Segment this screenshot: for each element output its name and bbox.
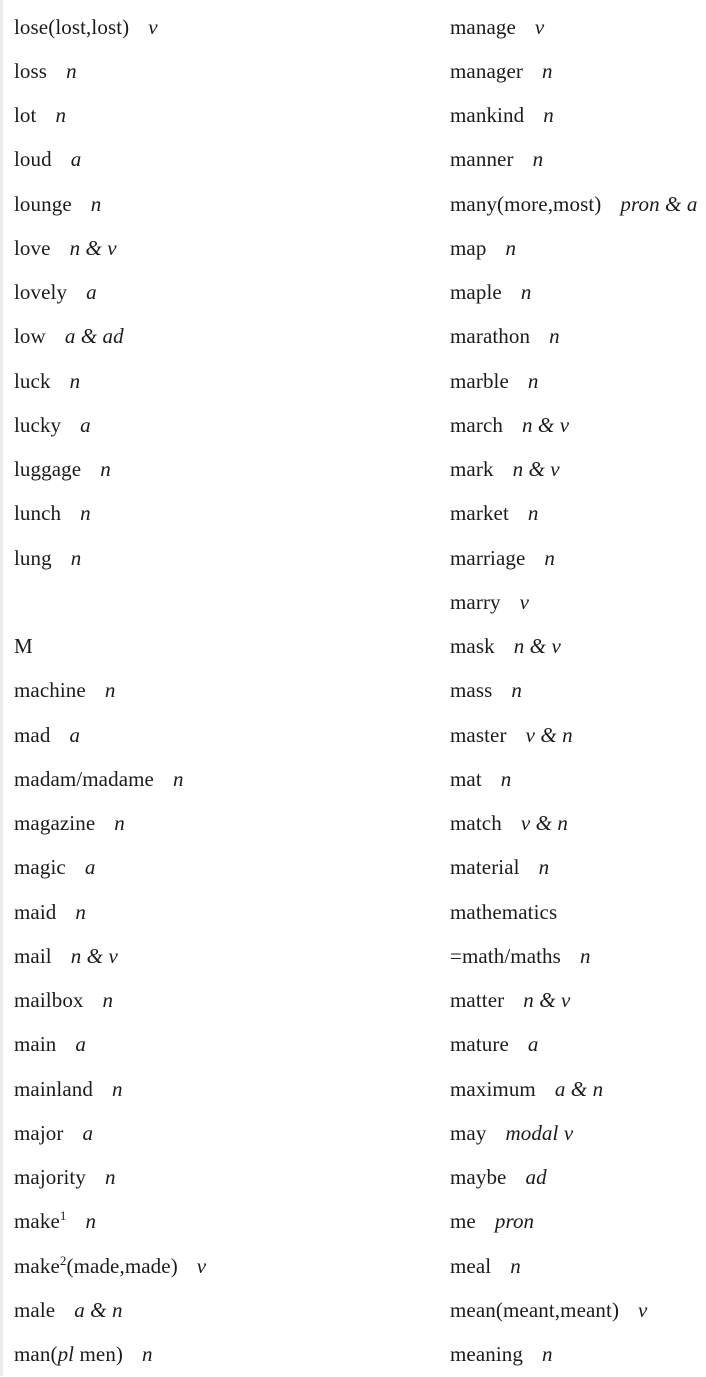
vocab-column-left — [0, 5, 450, 1377]
word-entry — [450, 1244, 706, 1288]
pos-tag: n — [111, 1076, 123, 1101]
word-text: main — [14, 1032, 57, 1057]
word-entry — [450, 403, 706, 447]
word-entry — [14, 846, 450, 890]
word-text: mark — [450, 457, 494, 482]
word-text: mailbox — [14, 988, 84, 1013]
word-entry — [450, 1067, 706, 1111]
word-entry — [450, 5, 706, 49]
word-entry — [450, 846, 706, 890]
pos-tag: n — [542, 58, 553, 83]
word-text: madam/madame — [14, 766, 154, 791]
pos-tag: n — [532, 147, 544, 172]
word-entry — [14, 1333, 450, 1377]
pos-tag: pron & a — [620, 191, 698, 216]
pos-tag: pron — [494, 1209, 535, 1234]
word-text: lose(lost,lost) — [14, 14, 130, 39]
pos-tag: n — [538, 855, 550, 880]
word-entry — [14, 1244, 450, 1288]
word-entry — [450, 1023, 706, 1067]
word-text: machine — [14, 678, 86, 703]
word-entry — [450, 934, 706, 978]
pos-tag: n — [75, 899, 86, 924]
word-entry — [14, 138, 450, 182]
pos-tag: n — [527, 368, 539, 393]
word-text: loud — [14, 147, 52, 172]
pos-tag: n — [114, 811, 125, 836]
section-header — [14, 625, 450, 669]
page-edge-shadow — [0, 0, 3, 1376]
word-entry — [14, 315, 450, 359]
word-text: maid — [14, 899, 57, 924]
word-text: mat — [450, 766, 482, 791]
word-text: man(pl men) — [14, 1342, 124, 1367]
word-entry — [450, 226, 706, 270]
word-text: mature — [450, 1032, 509, 1057]
pos-tag: a — [84, 855, 96, 880]
word-entry — [14, 669, 450, 713]
pos-tag: modal v — [505, 1120, 574, 1145]
word-text: mass — [450, 678, 493, 703]
pos-tag: a — [86, 280, 97, 305]
word-entry — [450, 1333, 706, 1377]
word-text: love — [14, 235, 51, 260]
word-text: master — [450, 722, 507, 747]
word-entry — [450, 1288, 706, 1332]
word-text: many(more,most) — [450, 191, 602, 216]
pos-tag: n — [142, 1342, 153, 1367]
word-text: luck — [14, 368, 51, 393]
word-entry — [14, 979, 450, 1023]
word-text: lunch — [14, 501, 62, 526]
pos-tag: n & v — [523, 988, 571, 1013]
word-entry — [450, 979, 706, 1023]
word-text: manager — [450, 58, 523, 83]
word-text: meal — [450, 1253, 492, 1278]
pos-tag: a — [70, 147, 82, 172]
word-text: =math/maths — [450, 943, 561, 968]
word-text: magazine — [14, 811, 96, 836]
word-entry — [450, 669, 706, 713]
word-entry — [14, 1156, 450, 1200]
word-text: marriage — [450, 545, 526, 570]
word-entry — [450, 757, 706, 801]
word-text: lot — [14, 103, 37, 128]
pos-tag: n — [527, 501, 539, 526]
word-entry — [14, 492, 450, 536]
pos-tag: n — [510, 1253, 521, 1278]
word-entry — [14, 359, 450, 403]
word-entry — [14, 1288, 450, 1332]
pos-tag: n — [70, 545, 82, 570]
word-text: march — [450, 412, 503, 437]
pos-tag: v — [519, 589, 530, 614]
word-entry — [450, 1200, 706, 1244]
pos-tag: n — [102, 988, 114, 1013]
vocab-column-right — [450, 5, 706, 1377]
word-text: lovely — [14, 280, 68, 305]
pos-tag: n — [104, 678, 116, 703]
word-entry — [14, 713, 450, 757]
pos-tag: n — [500, 766, 512, 791]
word-text: maple — [450, 280, 502, 305]
word-entry — [450, 1111, 706, 1155]
word-entry — [450, 536, 706, 580]
word-entry — [14, 448, 450, 492]
pos-tag: v & n — [525, 722, 573, 747]
pos-tag: n & v — [69, 235, 117, 260]
pos-tag: n — [511, 678, 523, 703]
word-text: marble — [450, 368, 509, 393]
word-text: mean(meant,meant) — [450, 1297, 620, 1322]
pos-tag: a — [69, 722, 81, 747]
word-entry — [450, 182, 706, 226]
word-entry — [450, 1156, 706, 1200]
pos-tag: n — [579, 943, 591, 968]
word-text: material — [450, 855, 520, 880]
pos-tag: a & n — [554, 1076, 604, 1101]
pos-tag: n — [172, 766, 184, 791]
word-entry — [450, 802, 706, 846]
word-text: mad — [14, 722, 51, 747]
word-entry — [14, 182, 450, 226]
pos-tag: v — [148, 14, 158, 39]
word-entry — [14, 1067, 450, 1111]
word-text: magic — [14, 855, 66, 880]
pos-tag: a — [75, 1032, 86, 1057]
pos-tag: ad — [525, 1165, 547, 1190]
word-text: luggage — [14, 457, 82, 482]
pos-tag: n — [104, 1165, 116, 1190]
pos-tag: n & v — [521, 412, 570, 437]
word-text: mainland — [14, 1076, 93, 1101]
word-entry — [14, 802, 450, 846]
word-text: meaning — [450, 1342, 524, 1367]
word-text: mathematics — [450, 899, 558, 924]
pos-tag: n — [544, 545, 556, 570]
word-text: make$^1$ — [14, 1208, 67, 1234]
word-text: lung — [14, 545, 52, 570]
word-text: mask — [450, 634, 495, 659]
word-text: low — [14, 324, 46, 349]
word-text: match — [450, 811, 502, 836]
word-entry — [450, 94, 706, 138]
word-text: male — [14, 1297, 56, 1322]
word-entry — [14, 94, 450, 138]
word-text: maybe — [450, 1165, 507, 1190]
word-text: manner — [450, 147, 514, 172]
pos-tag: v & n — [520, 811, 568, 836]
pos-tag: n — [543, 103, 554, 128]
word-entry — [14, 403, 450, 447]
word-text: manage — [450, 14, 516, 39]
pos-tag: n — [85, 1209, 97, 1234]
word-entry — [450, 315, 706, 359]
pos-tag: n — [90, 191, 102, 216]
pos-tag: n — [55, 103, 67, 128]
word-text: major — [14, 1120, 64, 1145]
word-entry — [450, 580, 706, 624]
pos-tag: n — [69, 368, 81, 393]
word-entry — [14, 1111, 450, 1155]
word-text: may — [450, 1120, 487, 1145]
pos-tag: n — [66, 58, 77, 83]
word-text: maximum — [450, 1076, 536, 1101]
word-entry — [14, 226, 450, 270]
pos-tag: n — [542, 1342, 553, 1367]
word-text: make$^2$(made,made) — [14, 1252, 178, 1278]
pos-tag: n & v — [513, 634, 561, 659]
word-text: lucky — [14, 412, 62, 437]
pos-tag: n & v — [512, 457, 560, 482]
word-text: majority — [14, 1165, 86, 1190]
word-entry — [14, 934, 450, 978]
word-entry — [14, 271, 450, 315]
pos-tag: a — [82, 1120, 94, 1145]
word-entry — [14, 890, 450, 934]
pos-tag: a — [80, 412, 91, 437]
pos-tag: n — [549, 324, 560, 349]
pos-tag: v — [534, 14, 545, 39]
word-text: market — [450, 501, 509, 526]
word-entry — [450, 890, 706, 934]
word-entry — [450, 448, 706, 492]
word-text: loss — [14, 58, 48, 83]
pos-tag: a & ad — [64, 324, 124, 349]
word-entry — [450, 625, 706, 669]
word-text: marathon — [450, 324, 531, 349]
pos-tag: n & v — [70, 943, 118, 968]
word-entry — [450, 49, 706, 93]
word-text: marry — [450, 589, 501, 614]
word-text: M — [14, 634, 33, 659]
word-text: matter — [450, 988, 505, 1013]
blank-row — [14, 580, 450, 624]
word-entry — [450, 138, 706, 182]
pos-tag: n — [520, 280, 532, 305]
pos-tag: n — [80, 501, 91, 526]
word-entry — [14, 1200, 450, 1244]
pos-tag: a & n — [74, 1297, 123, 1322]
word-entry — [450, 713, 706, 757]
pos-tag: a — [527, 1032, 539, 1057]
word-entry — [450, 359, 706, 403]
word-entry — [14, 1023, 450, 1067]
word-text: me — [450, 1209, 476, 1234]
pos-tag: v — [196, 1253, 207, 1278]
word-entry — [14, 49, 450, 93]
word-entry — [450, 271, 706, 315]
word-text: mankind — [450, 103, 525, 128]
word-entry — [450, 492, 706, 536]
word-entry — [14, 757, 450, 801]
word-text: mail — [14, 943, 52, 968]
word-entry — [14, 536, 450, 580]
pos-tag: v — [638, 1297, 648, 1322]
word-entry — [14, 5, 450, 49]
word-text: map — [450, 235, 487, 260]
pos-tag: n — [100, 457, 111, 482]
word-text: lounge — [14, 191, 72, 216]
pos-tag: n — [505, 235, 517, 260]
